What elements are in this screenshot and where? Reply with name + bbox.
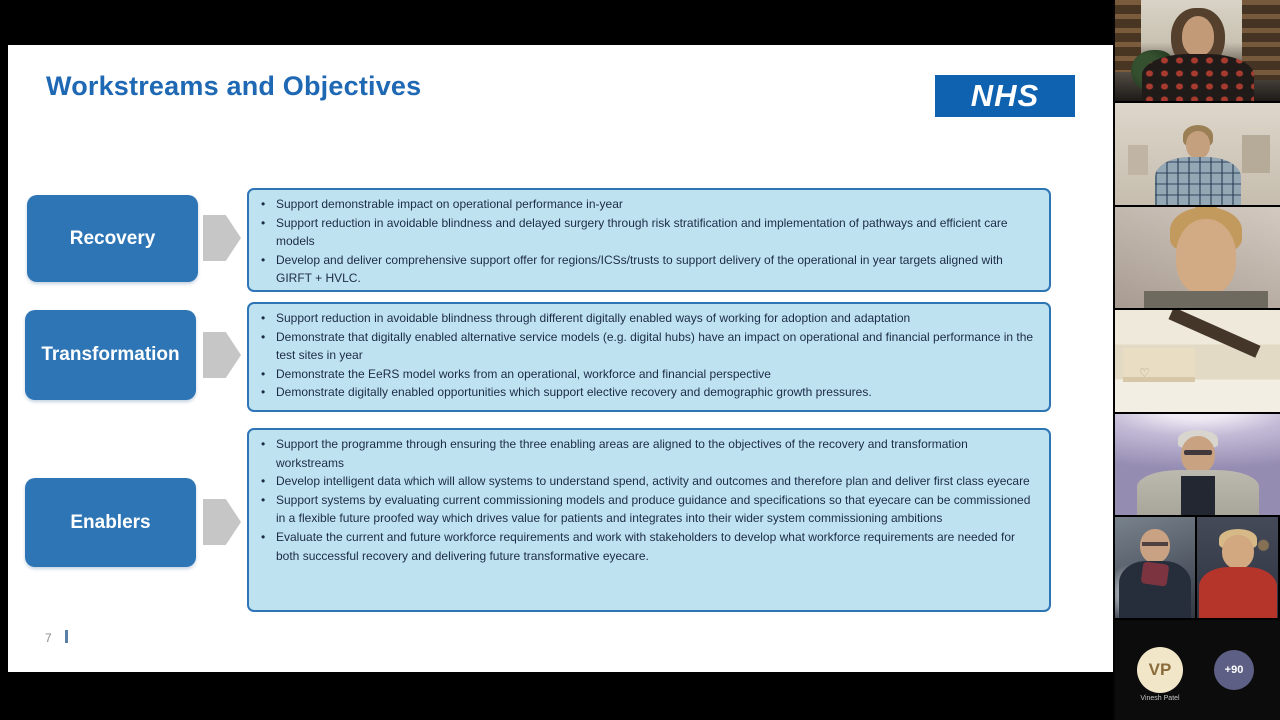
person-silhouette: [1119, 561, 1191, 618]
avatar-name: Vinesh Patel: [1140, 695, 1180, 702]
bullet-item: • Support the programme through ensuring the three enabling areas are aligned to the objectives of the recovery and transformation workstreams: [249, 435, 1035, 472]
bullet-item: • Evaluate the current and future workforce requirements and work with stakeholders to develop what workforce requirements are needed for both successful recovery and delivering future transformative eyecare.: [249, 528, 1035, 565]
bullet-item: • Support reduction in avoidable blindness and delayed surgery through risk stratification and implementation of pathways and efficient care models: [249, 214, 1035, 251]
nhs-logo: [935, 75, 1075, 117]
person-silhouette: [1142, 54, 1254, 103]
bullet-item: • Demonstrate the EeRS model works from an operational, workforce and financial perspective: [249, 365, 1035, 384]
workstream-box-enablers: [25, 478, 196, 567]
avatar-initials: VP: [1148, 660, 1172, 679]
slide-footer-divider: [65, 630, 68, 643]
participant-tile-7[interactable]: [1197, 517, 1278, 618]
workstream-box-transformation: [25, 310, 196, 400]
bullet-item: • Develop and deliver comprehensive support offer for regions/ICSs/trusts to support delivery of the operational in year targets aligned with GIRFT + HVLC.: [249, 251, 1035, 288]
objectives-box-transformation: [247, 302, 1051, 412]
participant-overflow-area: [1115, 620, 1280, 720]
participant-tile-5[interactable]: [1115, 414, 1280, 517]
overflow-count-badge[interactable]: [1214, 650, 1254, 690]
person-silhouette: [1181, 436, 1215, 474]
participant-tile-2[interactable]: [1115, 103, 1280, 207]
bullet-item: • Demonstrate digitally enabled opportunities which support elective recovery and demographic growth pressures.: [249, 383, 1035, 402]
heart-decor: ♡: [1139, 366, 1150, 380]
slide-title: Workstreams and Objectives: [46, 71, 422, 101]
slide-page-number: 7: [45, 631, 52, 645]
participant-tile-row: [1115, 517, 1280, 620]
participant-tile-3[interactable]: [1115, 207, 1280, 310]
bullet-item: • Develop intelligent data which will allow systems to understand spend, activity and outcomes and therefore plan and deliver first class eyecare: [249, 472, 1035, 491]
furniture-decor: [1123, 348, 1195, 382]
workstream-label: Transformation: [41, 344, 180, 365]
person-silhouette: [1186, 131, 1210, 159]
person-silhouette: [1222, 535, 1254, 569]
bullet-item: • Support demonstrable impact on operational performance in-year: [249, 195, 1035, 214]
participant-tile-4[interactable]: [1115, 310, 1280, 414]
workstream-label: Enablers: [70, 511, 151, 533]
bullet-list: [249, 309, 1035, 402]
person-silhouette: [1144, 291, 1268, 310]
flow-arrow-icon: [203, 332, 241, 378]
workstream-box-recovery: [27, 195, 198, 282]
workstream-label: Recovery: [69, 227, 156, 249]
bullet-list: [249, 195, 1035, 288]
participant-tile-6[interactable]: [1115, 517, 1197, 618]
person-silhouette: [1140, 529, 1170, 563]
objectives-box-enablers: [247, 428, 1051, 612]
overflow-count-label: +90: [1224, 664, 1244, 676]
avatar[interactable]: [1137, 647, 1183, 693]
bullet-list: [249, 435, 1035, 565]
bullet-item: • Support systems by evaluating current commissioning models and produce guidance and specifications so that eyecare can be commissioned in a flexible future proofed way which drives value for patients and integrates into their wider system commissioning ambitions: [249, 491, 1035, 528]
shared-slide: [8, 45, 1113, 672]
person-silhouette: [1155, 157, 1241, 207]
flow-arrow-icon: [203, 499, 241, 545]
person-silhouette: [1137, 470, 1259, 517]
participant-video-strip: [1113, 0, 1280, 720]
person-silhouette: [1182, 16, 1214, 56]
participant-tile-1[interactable]: [1115, 0, 1280, 103]
bullet-item: • Demonstrate that digitally enabled alternative service models (e.g. digital hubs) have an impact on operational and financial performance in the test sites in year: [249, 328, 1035, 365]
person-silhouette: [1176, 219, 1236, 295]
bullet-item: • Support reduction in avoidable blindness through different digitally enabled ways of working for adoption and adaptation: [249, 309, 1035, 328]
nhs-logo-text: NHS: [970, 78, 1040, 113]
objectives-box-recovery: [247, 188, 1051, 292]
person-silhouette: [1199, 567, 1277, 618]
flow-arrow-icon: [203, 215, 241, 261]
